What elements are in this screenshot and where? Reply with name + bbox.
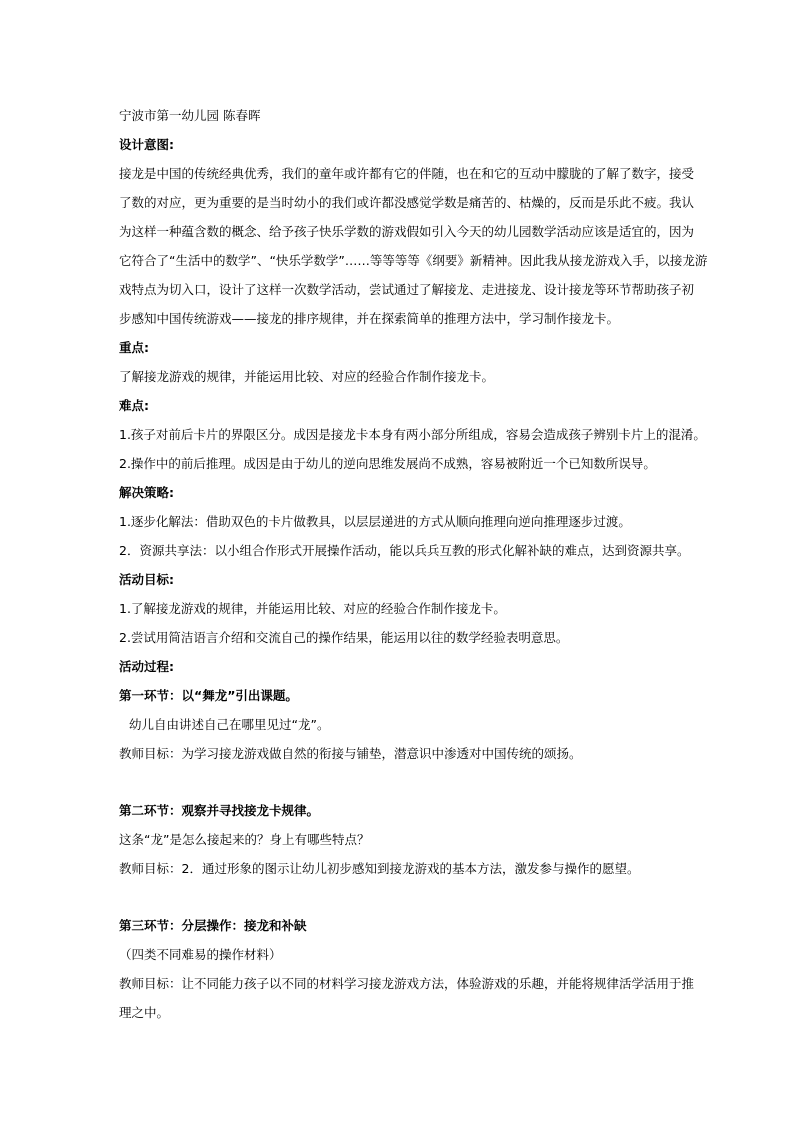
difficulty-heading: 难点: xyxy=(119,398,149,413)
step3-teacher-goal-cont: 理之中。 xyxy=(119,1005,170,1020)
step3-materials: （四类不同难易的操作材料） xyxy=(119,947,282,962)
step2-teacher-goal: 教师目标：2．通过形象的图示让幼儿初步感知到接龙游戏的基本方法，激发参与操作的愿望。 xyxy=(119,861,640,876)
step2-title: 第二环节：观察并寻找接龙卡规律。 xyxy=(119,803,320,818)
step2-question: 这条“龙”是怎么接起来的？身上有哪些特点？ xyxy=(119,832,370,847)
strategy-item-2: 2．资源共享法：以小组合作形式开展操作活动，能以兵兵互教的形式化解补缺的难点，达到资源共享。 xyxy=(119,543,690,558)
section-spacer xyxy=(119,883,679,911)
design-intent-heading: 设计意图: xyxy=(119,137,174,152)
design-intent-line: 为这样一种蕴含数的概念、给予孩子快乐学数的游戏假如引入今天的幼儿园数学活动应该是适宜的，因为 xyxy=(119,224,695,239)
design-intent-paragraph xyxy=(119,159,708,333)
author-line: 宁波市第一幼儿园 陈春晖 xyxy=(119,108,261,123)
design-intent-line: 了数的对应，更为重要的是当时幼小的我们或许都没感觉学数是痛苦的、枯燥的，反而是乐此不疲。我认 xyxy=(119,195,695,210)
step1-activity: 幼儿自由讲述自己在哪里见过“龙”。 xyxy=(129,717,330,732)
document-page xyxy=(119,101,708,1027)
step3-title: 第三环节：分层操作：接龙和补缺 xyxy=(119,918,307,933)
key-point-text: 了解接龙游戏的规律，并能运用比较、对应的经验合作制作接龙卡。 xyxy=(119,369,495,384)
key-point-heading: 重点: xyxy=(119,340,149,355)
step1-title: 第一环节：以“舞龙”引出课题。 xyxy=(119,688,298,703)
process-heading: 活动过程: xyxy=(119,659,174,674)
design-intent-line: 接龙是中国的传统经典优秀，我们的童年或许都有它的伴随，也在和它的互动中朦胧的了解了数字，接受 xyxy=(119,166,695,181)
section-spacer xyxy=(119,768,679,796)
difficulty-item-1: 1.孩子对前后卡片的界限区分。成因是接龙卡本身有两小部分所组成，容易会造成孩子辨别卡片上的混淆。 xyxy=(119,427,706,442)
design-intent-line: 它符合了“生活中的数学”、“快乐学数学”……等等等等《纲要》新精神。因此我从接龙游戏入手，以接龙游 xyxy=(119,253,708,268)
goals-heading: 活动目标: xyxy=(119,572,174,587)
design-intent-line: 戏特点为切入口，设计了这样一次数学活动，尝试通过了解接龙、走进接龙、设计接龙等环节帮助孩子初 xyxy=(119,282,695,297)
design-intent-line: 步感知中国传统游戏——接龙的排序规律，并在探索简单的推理方法中，学习制作接龙卡。 xyxy=(119,311,620,326)
difficulty-item-2: 2.操作中的前后推理。成因是由于幼儿的逆向思维发展尚不成熟，容易被附近一个已知数所误导。 xyxy=(119,456,656,471)
step1-teacher-goal: 教师目标：为学习接龙游戏做自然的衔接与铺垫，潜意识中渗透对中国传统的颂扬。 xyxy=(119,746,582,761)
strategy-item-1: 1.逐步化解法：借助双色的卡片做教具，以层层递进的方式从顺向推理向逆向推理逐步过渡。 xyxy=(119,514,631,529)
step3-teacher-goal: 教师目标：让不同能力孩子以不同的材料学习接龙游戏方法，体验游戏的乐趣，并能将规律活学活用于推 xyxy=(119,976,695,991)
strategy-heading: 解决策略: xyxy=(119,485,174,500)
goal-item-1: 1.了解接龙游戏的规律，并能运用比较、对应的经验合作制作接龙卡。 xyxy=(119,601,506,616)
goal-item-2: 2.尝试用简洁语言介绍和交流自己的操作结果，能运用以往的数学经验表明意思。 xyxy=(119,630,569,645)
